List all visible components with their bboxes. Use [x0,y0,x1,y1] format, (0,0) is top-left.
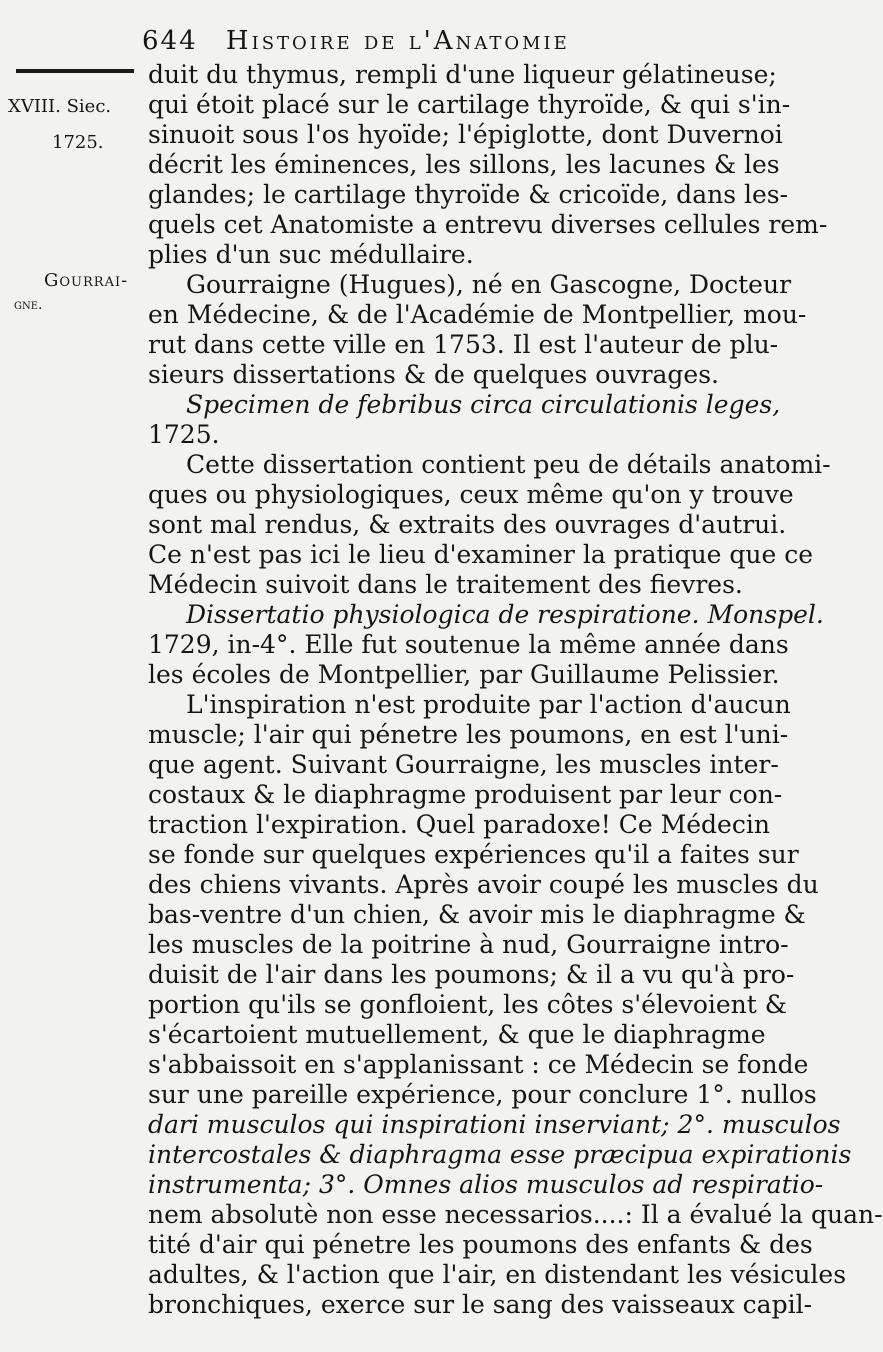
text-line-italic: intercostales & diaphragma esse præcipua expirationis [148,1140,852,1169]
text-line: les muscles de la poitrine à nud, Gourraigne intro- [148,930,789,959]
running-title: Histoire de l'Anatomie [225,26,570,56]
text-line: tité d'air qui pénetre les poumons des enfants & des [148,1230,813,1259]
text-line: nem absolutè non esse necessarios....: Il a évalué la quan- [148,1200,883,1229]
text-line: quels cet Anatomiste a entrevu diverses cellules rem- [148,210,828,239]
text-line: plies d'un suc médullaire. [148,240,474,269]
text-line: Cette dissertation contient peu de détails anatomi- [186,450,831,479]
text-line: que agent. Suivant Gourraigne, les muscles inter- [148,750,779,779]
margin-century: XVIII. Siec. [8,96,112,117]
text-line-italic: dari musculos qui inspirationi inserviant; 2°. musculos [148,1110,841,1139]
text-line: duisit de l'air dans les poumons; & il a vu qu'à pro- [148,960,795,989]
text-line: sont mal rendus, & extraits des ouvrages d'autrui. [148,510,787,539]
text-line: L'inspiration n'est produite par l'action d'aucun [186,690,791,719]
text-line-italic: Dissertatio physiologica de respiratione. Monspel. [186,600,824,629]
body-text [148,60,883,1320]
text-line: s'écartoient mutuellement, & que le diaphragme [148,1020,766,1049]
page-number: 644 [142,26,198,56]
text-line: bas-ventre d'un chien, & avoir mis le diaphragme & [148,900,806,929]
text-line: les écoles de Montpellier, par Guillaume Pelissier. [148,660,780,689]
running-header [142,26,782,56]
text-line: des chiens vivants. Après avoir coupé les muscles du [148,870,819,899]
text-line: en Médecine, & de l'Académie de Montpellier, mou- [148,300,807,329]
text-line: traction l'expiration. Quel paradoxe! Ce Médecin [148,810,770,839]
text-line-italic: instrumenta; 3°. Omnes alios musculos ad respiratio- [148,1170,824,1199]
text-line: Médecin suivoit dans le traitement des fievres. [148,570,743,599]
margin-year: 1725. [52,132,104,153]
text-line: décrit les éminences, les sillons, les lacunes & les [148,150,780,179]
text-line: bronchiques, exerce sur le sang des vaisseaux capil- [148,1290,813,1319]
margin-rule [16,69,134,73]
text-line: rut dans cette ville en 1753. Il est l'auteur de plu- [148,330,779,359]
text-line: s'abbaissoit en s'applanissant : ce Médecin se fonde [148,1050,809,1079]
text-line: qui étoit placé sur le cartilage thyroïde, & qui s'in- [148,90,791,119]
text-line: ques ou physiologiques, ceux même qu'on y trouve [148,480,794,509]
text-line: 1725. [148,420,220,449]
text-line: sieurs dissertations & de quelques ouvrages. [148,360,719,389]
text-line: 1729, in-4°. Elle fut soutenue la même année dans [148,630,789,659]
text-line: Gourraigne (Hugues), né en Gascogne, Docteur [186,270,792,299]
text-line: glandes; le cartilage thyroïde & cricoïde, dans les- [148,180,789,209]
text-line: duit du thymus, rempli d'une liqueur gélatineuse; [148,60,777,89]
margin-author-name-cont: gne. [14,297,43,313]
text-line: costaux & le diaphragme produisent par leur con- [148,780,783,809]
text-line: muscle; l'air qui pénetre les poumons, en est l'uni- [148,720,789,749]
text-line: adultes, & l'action que l'air, en distendant les vésicules [148,1260,847,1289]
text-line: sinuoit sous l'os hyoïde; l'épiglotte, dont Duvernoi [148,120,783,149]
margin-author-name: Gourrai- [44,270,129,291]
text-line-italic: Specimen de febribus circa circulationis leges, [186,390,781,419]
text-line: portion qu'ils se gonfloient, les côtes s'élevoient & [148,990,788,1019]
text-line: se fonde sur quelques expériences qu'il a faites sur [148,840,799,869]
text-line: sur une pareille expérience, pour conclure 1°. nullos [148,1080,817,1109]
text-line: Ce n'est pas ici le lieu d'examiner la pratique que ce [148,540,814,569]
